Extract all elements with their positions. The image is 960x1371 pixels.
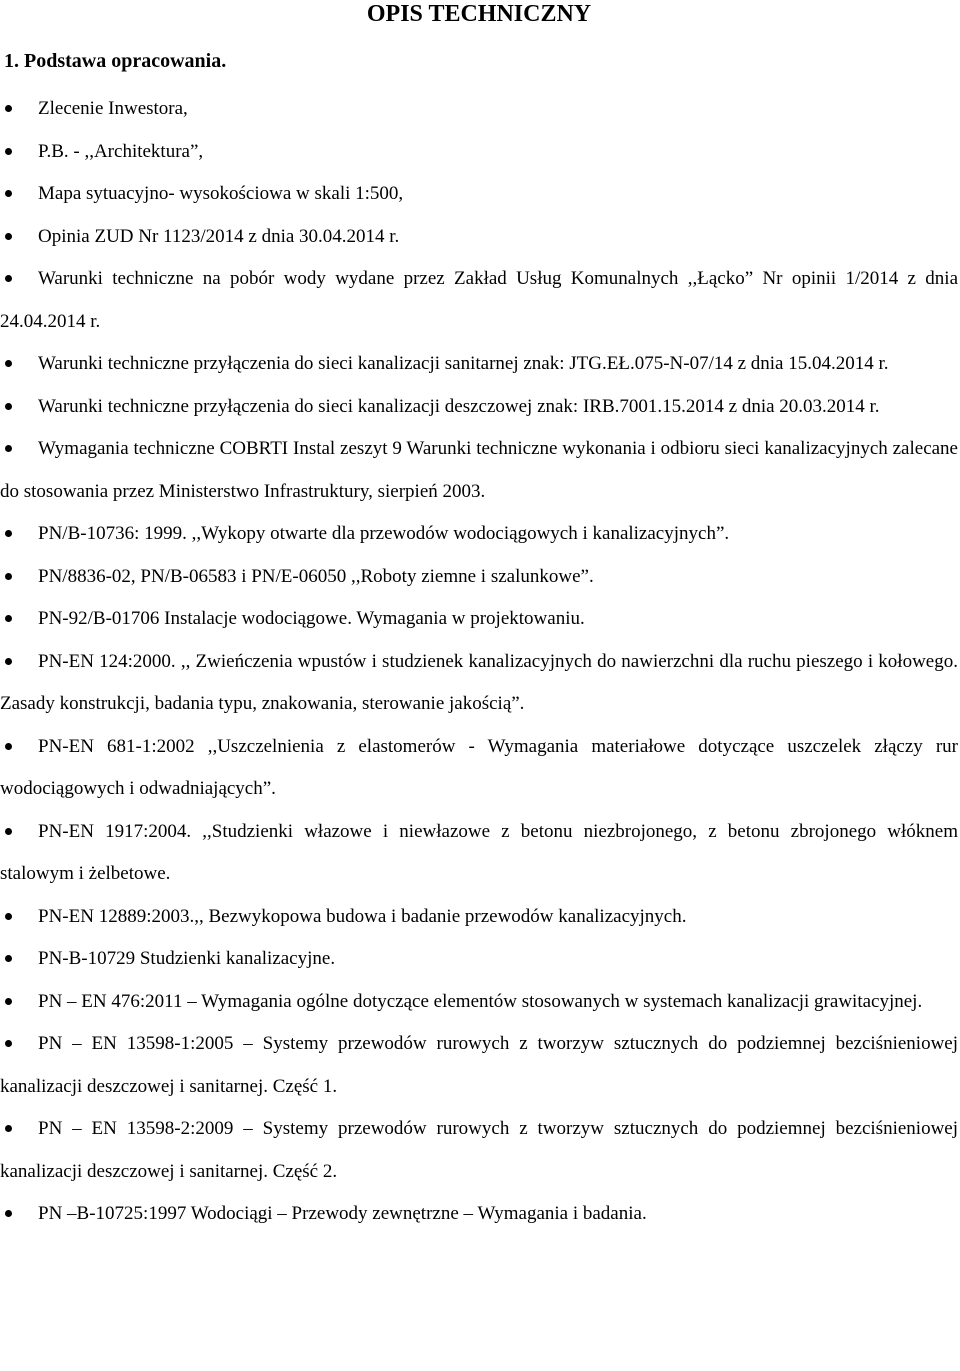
list-item: PN – EN 13598-1:2005 – Systemy przewodów rurowych z tworzyw sztucznych do podziemnej bezciśnieniowej kanalizacji deszczowej i sanitarnej. Część 1. (0, 1023, 958, 1108)
list-item: PN-EN 12889:2003.,, Bezwykopowa budowa i badanie przewodów kanalizacyjnych. (0, 896, 958, 939)
list-item: Warunki techniczne przyłączenia do sieci kanalizacji deszczowej znak: IRB.7001.15.2014 z dnia 20.03.2014 r. (0, 386, 958, 429)
document-title (0, 0, 960, 28)
list-item: PN –B-10725:1997 Wodociągi – Przewody zewnętrzne – Wymagania i badania. (0, 1193, 958, 1236)
list-item: PN – EN 13598-2:2009 – Systemy przewodów rurowych z tworzyw sztucznych do podziemnej bezciśnieniowej kanalizacji deszczowej i sanitarnej. Część 2. (0, 1108, 958, 1193)
list-item: Zlecenie Inwestora, (0, 88, 958, 131)
list-item: Wymagania techniczne COBRTI Instal zeszyt 9 Warunki techniczne wykonania i odbioru sieci kanalizacyjnych zalecane do stosowania przez Ministerstwo Infrastruktury, sierpień 2003. (0, 428, 958, 513)
list-item: PN-EN 681-1:2002 ,,Uszczelnienia z elastomerów - Wymagania materiałowe dotyczące uszczelek złączy rur wodociągowych i odwadniających”. (0, 726, 958, 811)
list-item: P.B. - ,,Architektura”, (0, 131, 958, 174)
list-item: Mapa sytuacyjno- wysokościowa w skali 1:500, (0, 173, 958, 216)
list-item: Warunki techniczne na pobór wody wydane przez Zakład Usług Komunalnych ,,Łącko” Nr opinii 1/2014 z dnia 24.04.2014 r. (0, 258, 958, 343)
list-item: PN-EN 124:2000. ,, Zwieńczenia wpustów i studzienek kanalizacyjnych do nawierzchni dla ruchu pieszego i kołowego. Zasady konstrukcji, badania typu, znakowania, sterowanie jakością”. (0, 641, 958, 726)
list-item: Opinia ZUD Nr 1123/2014 z dnia 30.04.2014 r. (0, 216, 958, 259)
section-heading: 1. Podstawa opracowania. (4, 50, 227, 72)
list-item: PN-92/B-01706 Instalacje wodociągowe. Wymagania w projektowaniu. (0, 598, 958, 641)
list-item: PN/8836-02, PN/B-06583 i PN/E-06050 ,,Roboty ziemne i szalunkowe”. (0, 556, 958, 599)
list-item: PN/B-10736: 1999. ,,Wykopy otwarte dla przewodów wodociągowych i kanalizacyjnych”. (0, 513, 958, 556)
reference-list (0, 88, 958, 1236)
list-item: PN – EN 476:2011 – Wymagania ogólne dotyczące elementów stosowanych w systemach kanalizacji grawitacyjnej. (0, 981, 958, 1024)
document-title-text: OPIS TECHNICZNY (366, 1, 592, 27)
list-item: Warunki techniczne przyłączenia do sieci kanalizacji sanitarnej znak: JTG.EŁ.075-N-07/14 z dnia 15.04.2014 r. (0, 343, 958, 386)
list-item: PN-B-10729 Studzienki kanalizacyjne. (0, 938, 958, 981)
list-item: PN-EN 1917:2004. ,,Studzienki włazowe i niewłazowe z betonu niezbrojonego, z betonu zbrojonego włóknem stalowym i żelbetowe. (0, 811, 958, 896)
